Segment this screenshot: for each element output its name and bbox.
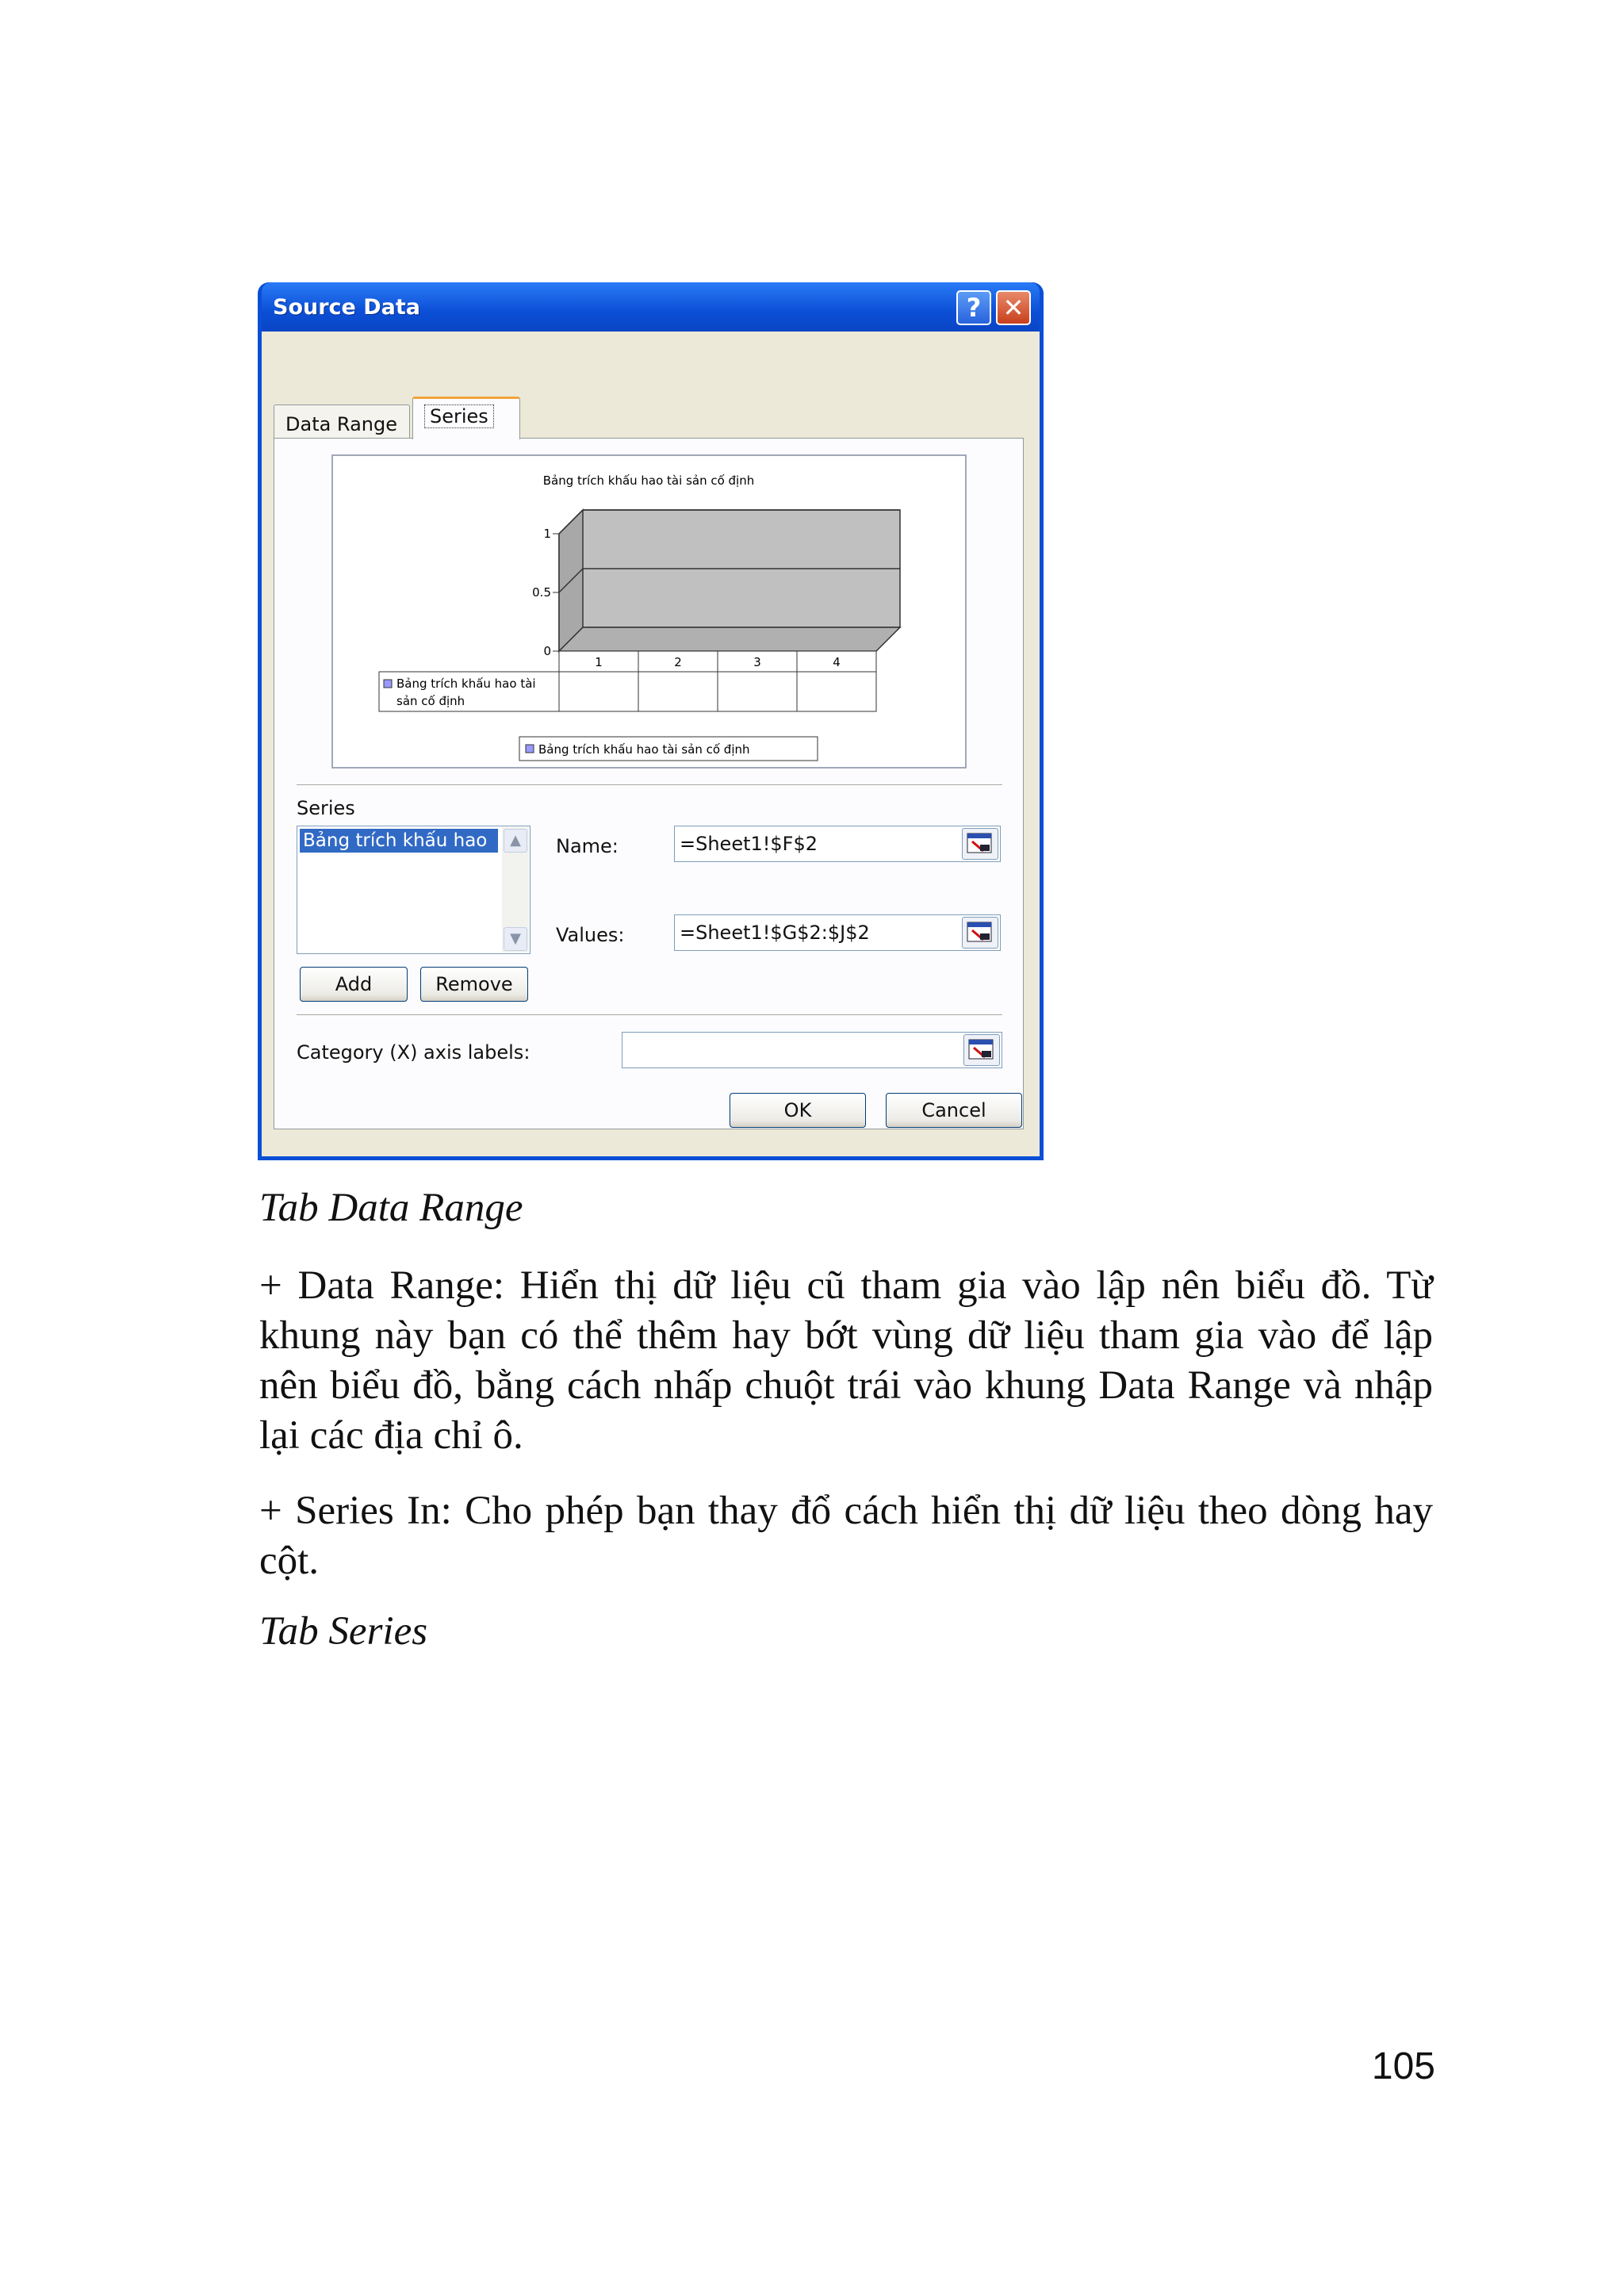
series-listbox[interactable] [297,826,530,954]
paragraph-series-in: + Series In: Cho phép bạn thay đổ cách hiển thị dữ liệu theo dòng hay cột. [259,1489,1433,1583]
values-label: Values: [556,924,625,946]
chart-floor [559,627,900,651]
chart-svg [333,456,965,767]
table-series-label: Bảng trích khấu hao tài [396,677,536,691]
divider [297,1014,1002,1016]
legend-label: Bảng trích khấu hao tài sản cố định [538,742,750,757]
y-tick-label: 0 [543,644,551,658]
collapse-dialog-icon[interactable] [963,1034,1000,1066]
cancel-button[interactable]: Cancel [886,1093,1022,1128]
scroll-down-icon[interactable]: ▼ [504,927,527,951]
tab-series-label: Series [424,404,494,428]
series-list-item[interactable]: Bảng trích khấu hao [300,829,498,853]
table-series-marker [384,680,392,688]
chart-title: Bảng trích khấu hao tài sản cố định [542,473,755,488]
y-tick-label: 0.5 [532,585,551,600]
name-field-value: =Sheet1!$F$2 [680,833,818,855]
ok-button[interactable]: OK [730,1093,866,1128]
add-button[interactable]: Add [300,967,408,1002]
legend-marker [526,745,534,753]
x-tick-label: 3 [753,655,761,669]
category-field[interactable] [622,1032,1002,1068]
table-series-label: sản cố định [396,694,465,708]
remove-button[interactable]: Remove [420,967,528,1002]
caption-tab-data-range: Tab Data Range [259,1186,523,1230]
dialog-titlebar[interactable] [262,282,1040,332]
divider [297,784,1002,786]
dialog-title: Source Data [273,295,421,320]
caption-tab-series: Tab Series [259,1609,428,1654]
tab-data-range-label: Data Range [285,413,397,435]
paragraph-data-range: + Data Range: Hiển thị dữ liệu cũ tham gia vào lập nên biểu đồ. Từ khung này bạn có thể thêm hay bớt vùng dữ liệu tham gia vào để lập nên biểu đồ, bằng cách nhấp chuột trái vào khung Data Range và nhập lại các địa chỉ ô. [259,1263,1433,1458]
x-tick-label: 4 [833,655,841,669]
name-label: Name: [556,835,619,857]
scroll-up-icon[interactable]: ▲ [504,829,527,853]
series-label: Series [297,797,355,819]
y-tick-label: 1 [543,527,551,541]
source-data-dialog [258,282,1044,1160]
x-tick-label: 2 [674,655,682,669]
values-field[interactable] [674,914,1001,951]
tab-series[interactable] [412,397,520,439]
chart-preview [331,454,967,769]
listbox-scrollbar[interactable] [502,827,529,953]
collapse-dialog-icon[interactable] [962,828,998,860]
x-tick-label: 1 [595,655,603,669]
series-tab-panel [274,438,1024,1129]
help-icon[interactable]: ? [956,290,991,325]
dialog-body [262,332,1040,1156]
values-field-value: =Sheet1!$G$2:$J$2 [680,922,870,944]
category-label: Category (X) axis labels: [297,1041,530,1064]
name-field[interactable] [674,826,1001,862]
close-icon[interactable]: ✕ [996,290,1031,325]
tab-data-range[interactable] [274,404,410,438]
page-number: 105 [1371,2045,1435,2087]
collapse-dialog-icon[interactable] [962,917,998,949]
